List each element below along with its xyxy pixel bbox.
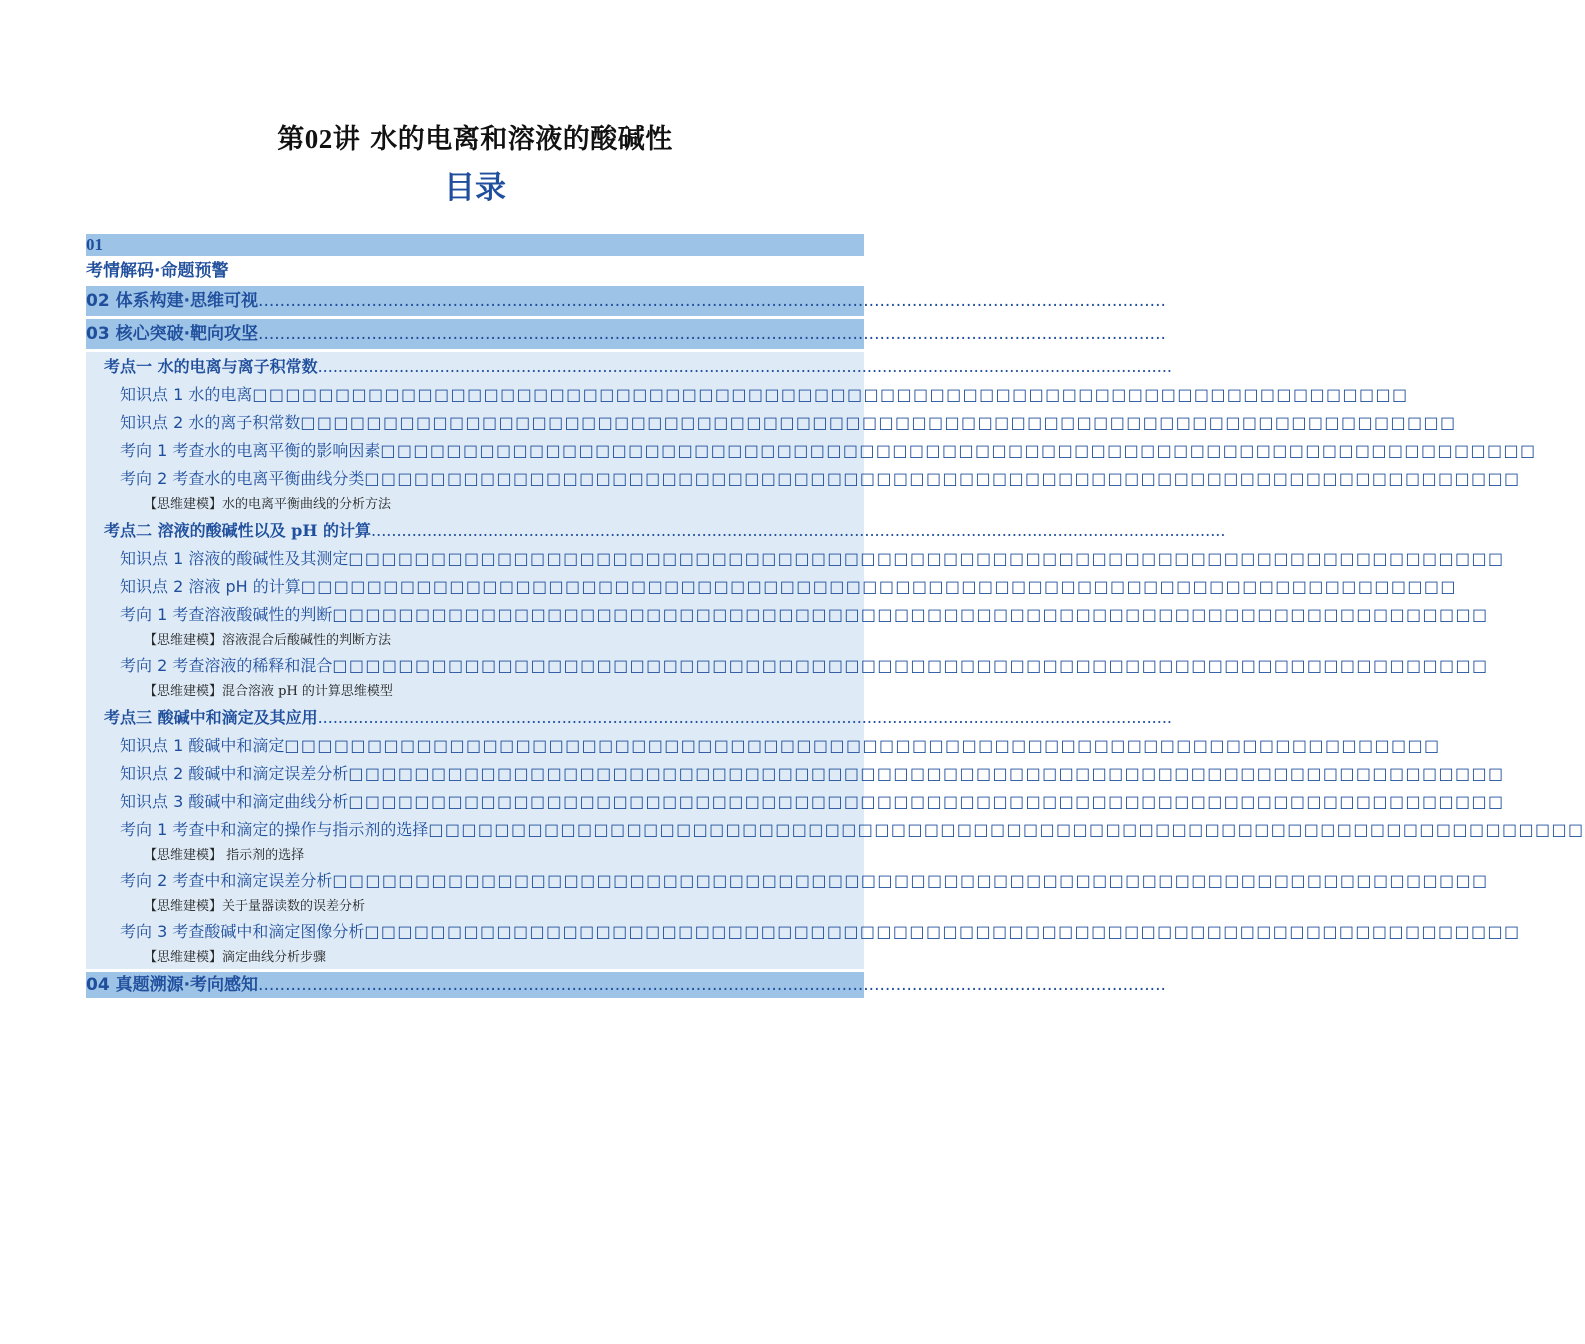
toc-kaodian-3[interactable]: 考点三 酸碱中和滴定及其应用........................................................................................................................................................................	[86, 703, 864, 732]
box-leader: □□□□□□□□□□□□□□□□□□□□□□□□□□□□□□□□□□□□□□□□□□□□□□□□□□□□□□□□□□□□□□□□□□□□□□	[380, 441, 1537, 460]
toc-section-02[interactable]: 02 体系构建·思维可视........................................................................................................................................................................	[86, 286, 864, 316]
document-title	[0, 117, 950, 156]
toc-item[interactable]: 考向 2 考查水的电离平衡曲线分类□□□□□□□□□□□□□□□□□□□□□□□□□□□□□□□□□□□□□□□□□□□□□□□□□□□□□□□□□□□□□□□□□□□□□□	[86, 465, 864, 493]
toc-item[interactable]: 知识点 1 水的电离□□□□□□□□□□□□□□□□□□□□□□□□□□□□□□□□□□□□□□□□□□□□□□□□□□□□□□□□□□□□□□□□□□□□□□	[86, 381, 864, 409]
toc-section-03[interactable]: 03 核心突破·靶向攻坚........................................................................................................................................................................	[86, 319, 864, 349]
toc-tip[interactable]: 【思维建模】水的电离平衡曲线的分析方法	[86, 493, 864, 516]
toc-item[interactable]: 知识点 1 溶液的酸碱性及其测定□□□□□□□□□□□□□□□□□□□□□□□□□□□□□□□□□□□□□□□□□□□□□□□□□□□□□□□□□□□□□□□□□□□□□□	[86, 545, 864, 573]
toc-item[interactable]: 考向 2 考查中和滴定误差分析□□□□□□□□□□□□□□□□□□□□□□□□□□□□□□□□□□□□□□□□□□□□□□□□□□□□□□□□□□□□□□□□□□□□□□	[86, 867, 864, 895]
toc-kaodian-2[interactable]: 考点二 溶液的酸碱性以及 pH 的计算........................................................................................................................................................................	[86, 516, 864, 545]
toc-item[interactable]: 知识点 2 水的离子积常数□□□□□□□□□□□□□□□□□□□□□□□□□□□□□□□□□□□□□□□□□□□□□□□□□□□□□□□□□□□□□□□□□□□□□□	[86, 409, 864, 437]
toc-item[interactable]: 考向 1 考查水的电离平衡的影响因素□□□□□□□□□□□□□□□□□□□□□□□□□□□□□□□□□□□□□□□□□□□□□□□□□□□□□□□□□□□□□□□□□□□□□□	[86, 437, 864, 465]
title-prefix: 第	[277, 124, 305, 155]
toc-tip[interactable]: 【思维建模】混合溶液 pH 的计算思维模型	[86, 680, 864, 703]
box-leader: □□□□□□□□□□□□□□□□□□□□□□□□□□□□□□□□□□□□□□□□□□□□□□□□□□□□□□□□□□□□□□□□□□□□□□	[364, 922, 1521, 941]
title-suffix: 讲 水的电离和溶液的酸碱性	[332, 124, 673, 155]
dot-leader: ........................................................................................................................................................................	[258, 975, 1166, 995]
dot-leader: ........................................................................................................................................................................	[258, 291, 1166, 311]
toc-item[interactable]: 考向 1 考查溶液酸碱性的判断□□□□□□□□□□□□□□□□□□□□□□□□□□□□□□□□□□□□□□□□□□□□□□□□□□□□□□□□□□□□□□□□□□□□□□	[86, 601, 864, 629]
box-leader: □□□□□□□□□□□□□□□□□□□□□□□□□□□□□□□□□□□□□□□□□□□□□□□□□□□□□□□□□□□□□□□□□□□□□□	[332, 605, 1489, 624]
box-leader: □□□□□□□□□□□□□□□□□□□□□□□□□□□□□□□□□□□□□□□□□□□□□□□□□□□□□□□□□□□□□□□□□□□□□□	[300, 577, 1457, 596]
toc-item[interactable]: 考向 3 考查酸碱中和滴定图像分析□□□□□□□□□□□□□□□□□□□□□□□□□□□□□□□□□□□□□□□□□□□□□□□□□□□□□□□□□□□□□□□□□□□□□□	[86, 918, 864, 946]
dot-leader: ........................................................................................................................................................................	[371, 521, 1226, 540]
box-leader: □□□□□□□□□□□□□□□□□□□□□□□□□□□□□□□□□□□□□□□□□□□□□□□□□□□□□□□□□□□□□□□□□□□□□□	[252, 385, 1409, 404]
title-number: 02	[304, 124, 333, 154]
toc-item[interactable]: 考向 1 考查中和滴定的操作与指示剂的选择□□□□□□□□□□□□□□□□□□□□□□□□□□□□□□□□□□□□□□□□□□□□□□□□□□□□□□□□□□□□□□□□□□□□□□	[86, 816, 864, 844]
box-leader: □□□□□□□□□□□□□□□□□□□□□□□□□□□□□□□□□□□□□□□□□□□□□□□□□□□□□□□□□□□□□□□□□□□□□□	[364, 469, 1521, 488]
toc-item[interactable]: 知识点 2 溶液 pH 的计算□□□□□□□□□□□□□□□□□□□□□□□□□□□□□□□□□□□□□□□□□□□□□□□□□□□□□□□□□□□□□□□□□□□□□□	[86, 573, 864, 601]
box-leader: □□□□□□□□□□□□□□□□□□□□□□□□□□□□□□□□□□□□□□□□□□□□□□□□□□□□□□□□□□□□□□□□□□□□□□	[332, 656, 1489, 675]
box-leader: □□□□□□□□□□□□□□□□□□□□□□□□□□□□□□□□□□□□□□□□□□□□□□□□□□□□□□□□□□□□□□□□□□□□□□	[332, 871, 1489, 890]
box-leader: □□□□□□□□□□□□□□□□□□□□□□□□□□□□□□□□□□□□□□□□□□□□□□□□□□□□□□□□□□□□□□□□□□□□□□	[300, 413, 1457, 432]
toc-item[interactable]: 知识点 1 酸碱中和滴定□□□□□□□□□□□□□□□□□□□□□□□□□□□□□□□□□□□□□□□□□□□□□□□□□□□□□□□□□□□□□□□□□□□□□□	[86, 732, 864, 760]
box-leader: □□□□□□□□□□□□□□□□□□□□□□□□□□□□□□□□□□□□□□□□□□□□□□□□□□□□□□□□□□□□□□□□□□□□□□	[348, 792, 1505, 811]
toc-tip[interactable]: 【思维建模】溶液混合后酸碱性的判断方法	[86, 629, 864, 652]
toc-tip[interactable]: 【思维建模】关于量器读数的误差分析	[86, 895, 864, 918]
toc-section-04[interactable]: 04 真题溯源·考向感知........................................................................................................................................................................	[86, 972, 864, 998]
toc-heading: 目录	[444, 170, 506, 206]
toc-item[interactable]: 考向 2 考查溶液的稀释和混合□□□□□□□□□□□□□□□□□□□□□□□□□□□□□□□□□□□□□□□□□□□□□□□□□□□□□□□□□□□□□□□□□□□□□□	[86, 652, 864, 680]
toc-tip[interactable]: 【思维建模】 指示剂的选择	[86, 844, 864, 867]
toc-item[interactable]: 知识点 2 酸碱中和滴定误差分析□□□□□□□□□□□□□□□□□□□□□□□□□□□□□□□□□□□□□□□□□□□□□□□□□□□□□□□□□□□□□□□□□□□□□□	[86, 760, 864, 788]
table-of-contents	[86, 234, 1585, 998]
dot-leader: ........................................................................................................................................................................	[317, 708, 1173, 727]
toc-section-01-label[interactable]: 考情解码·命题预警	[86, 256, 864, 286]
toc-kaodian-1[interactable]: 考点一 水的电离与离子积常数........................................................................................................................................................................	[86, 352, 864, 381]
dot-leader: ........................................................................................................................................................................	[258, 324, 1166, 344]
box-leader: □□□□□□□□□□□□□□□□□□□□□□□□□□□□□□□□□□□□□□□□□□□□□□□□□□□□□□□□□□□□□□□□□□□□□□	[348, 549, 1505, 568]
toc-item[interactable]: 知识点 3 酸碱中和滴定曲线分析□□□□□□□□□□□□□□□□□□□□□□□□□□□□□□□□□□□□□□□□□□□□□□□□□□□□□□□□□□□□□□□□□□□□□□	[86, 788, 864, 816]
box-leader: □□□□□□□□□□□□□□□□□□□□□□□□□□□□□□□□□□□□□□□□□□□□□□□□□□□□□□□□□□□□□□□□□□□□□□	[284, 736, 1441, 755]
toc-section-01-number[interactable]: 01	[86, 234, 864, 256]
dot-leader: ........................................................................................................................................................................	[317, 357, 1173, 376]
box-leader: □□□□□□□□□□□□□□□□□□□□□□□□□□□□□□□□□□□□□□□□□□□□□□□□□□□□□□□□□□□□□□□□□□□□□□	[348, 764, 1505, 783]
toc-tip[interactable]: 【思维建模】滴定曲线分析步骤	[86, 946, 864, 969]
box-leader: □□□□□□□□□□□□□□□□□□□□□□□□□□□□□□□□□□□□□□□□□□□□□□□□□□□□□□□□□□□□□□□□□□□□□□	[428, 820, 1585, 839]
